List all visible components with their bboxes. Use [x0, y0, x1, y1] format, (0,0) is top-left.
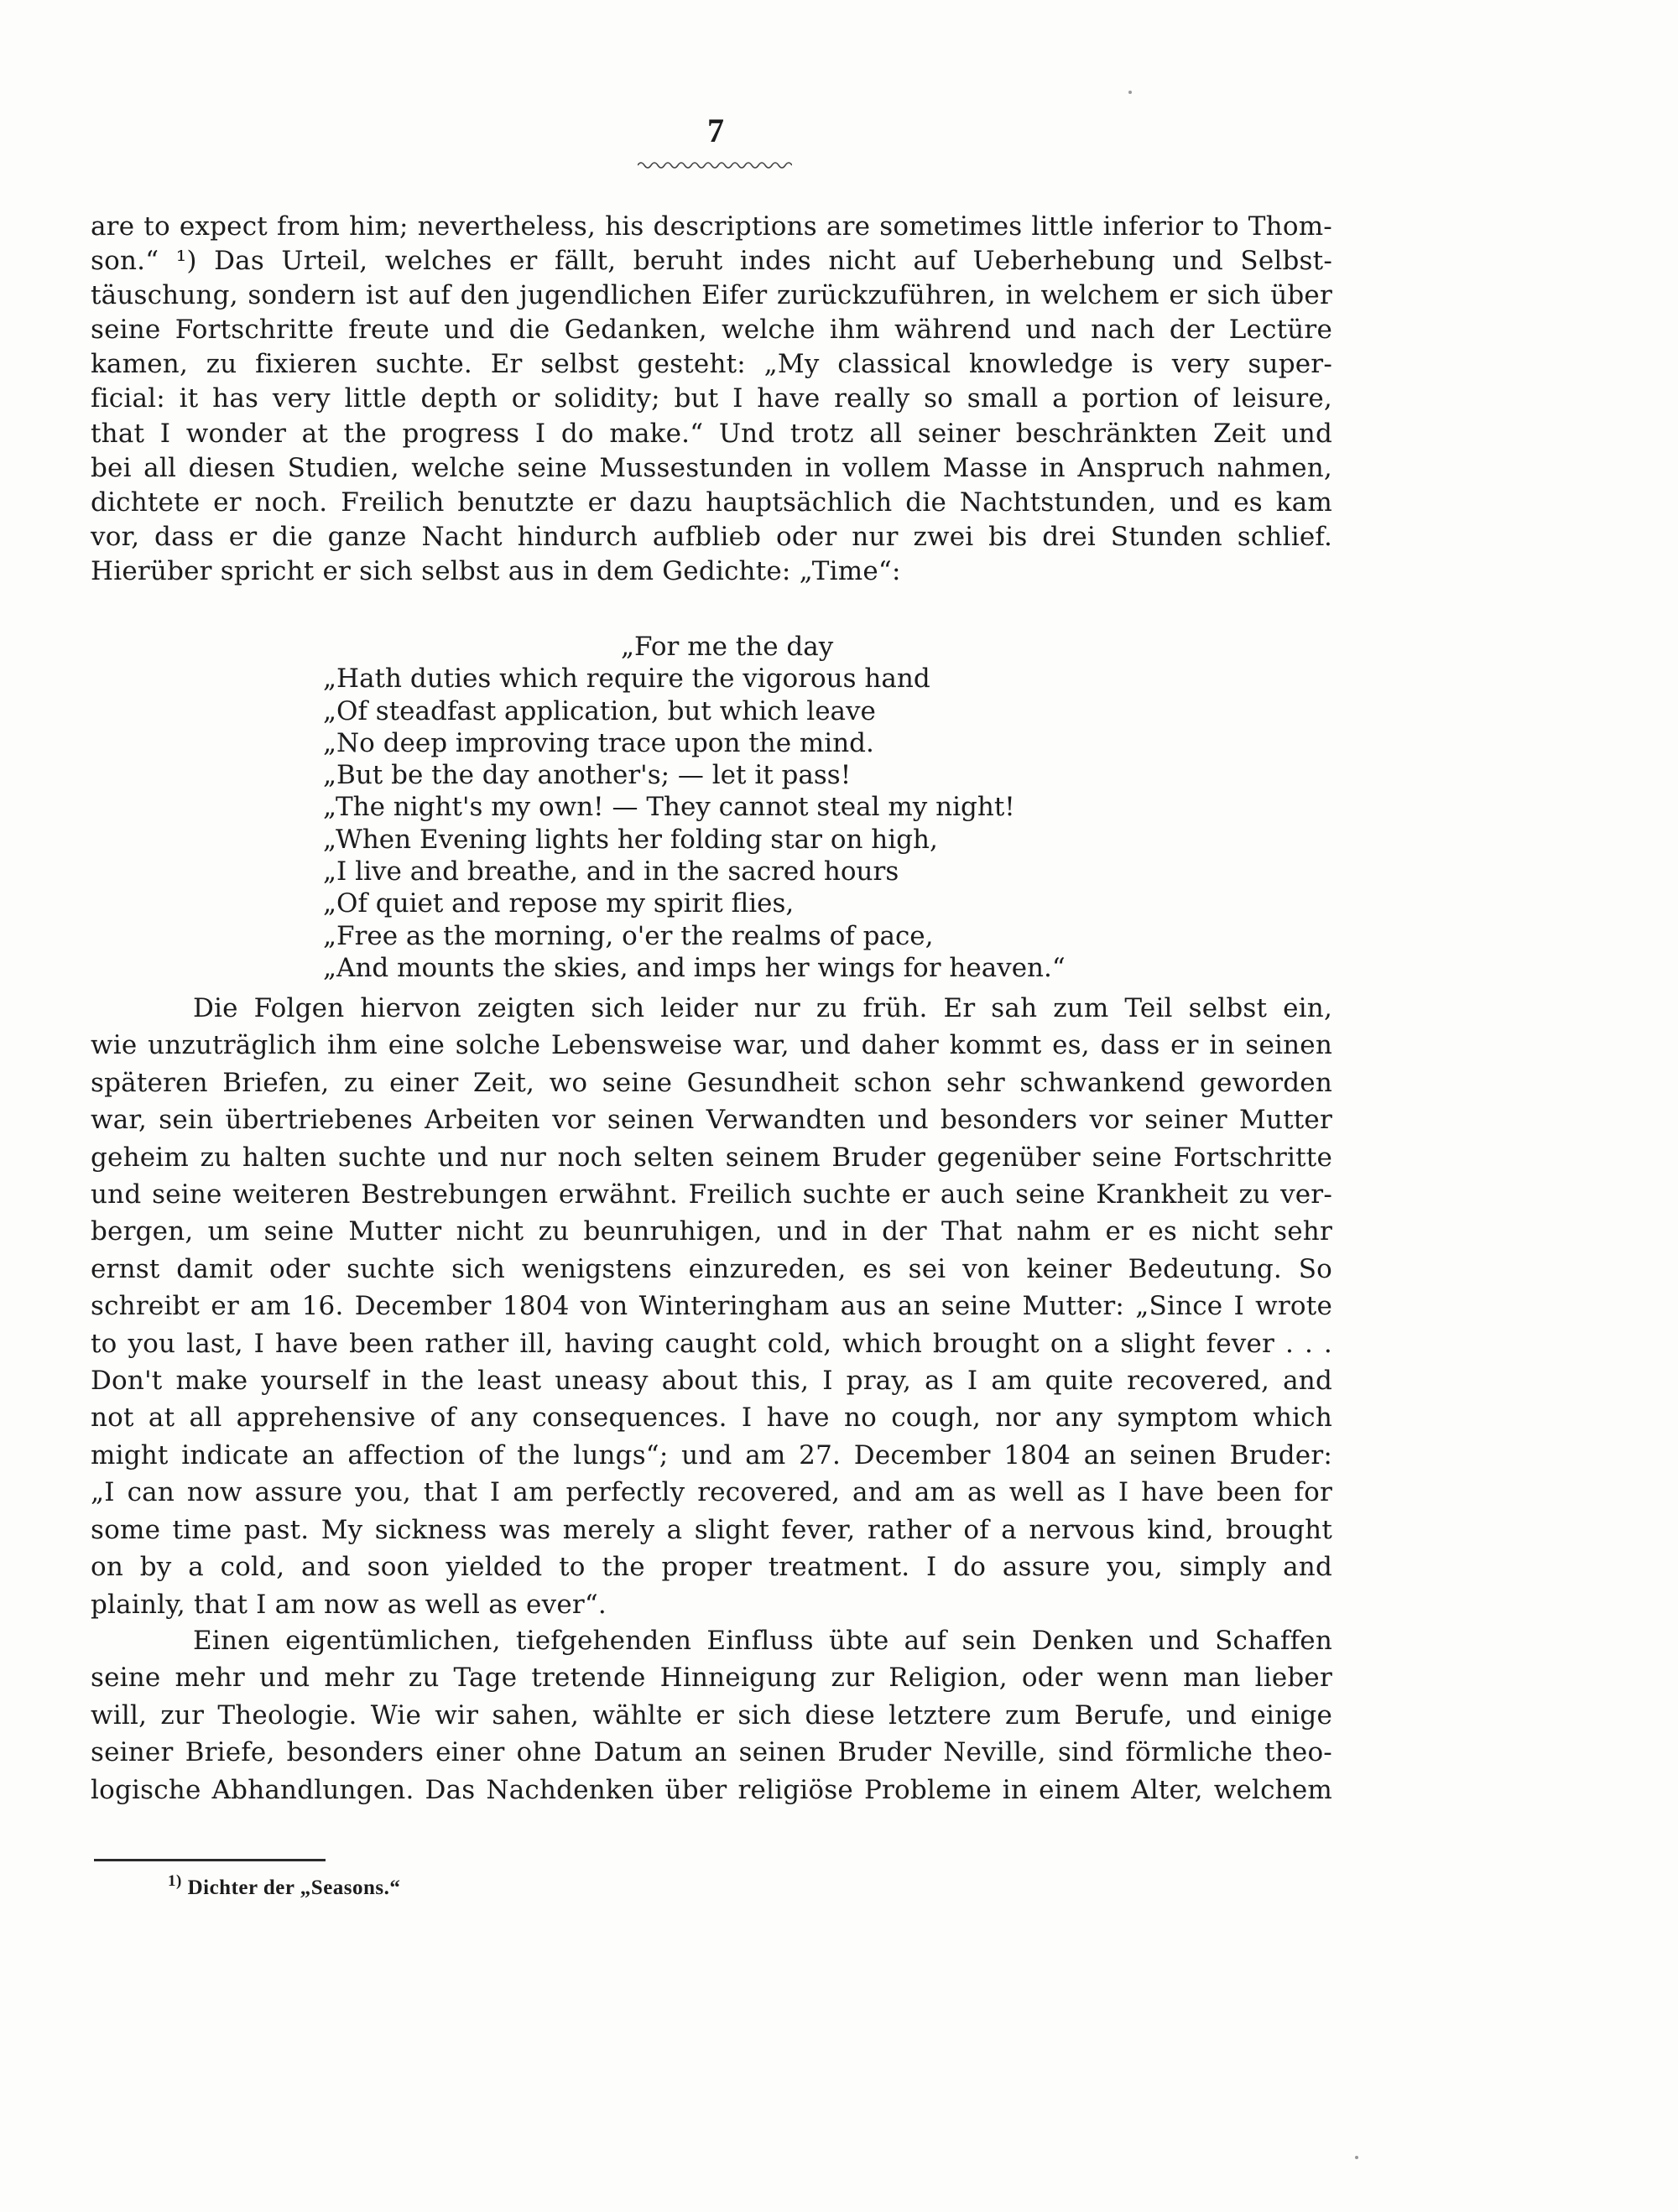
paper-speck: [1128, 91, 1132, 94]
text-line: plainly, that I am now as well as ever“.: [91, 1589, 607, 1620]
text-line: logische Abhandlungen. Das Nachdenken über religiöse Probleme in einem Alter, welchem: [91, 1774, 1332, 1805]
text-line: kamen, zu fixieren suchte. Er selbst gesteht: „My classical knowledge is very super-: [91, 349, 1332, 380]
footnote-text: Dichter der „Seasons.“: [187, 1876, 401, 1899]
text-line: späteren Briefen, zu einer Zeit, wo seine Gesundheit schon sehr schwankend geworden: [91, 1067, 1332, 1098]
footnote-marker: 1): [168, 1872, 182, 1890]
poem-line: „But be the day another's; — let it pass!: [323, 760, 852, 791]
text-line: täuschung, sondern ist auf den jugendlichen Eifer zurückzuführen, in welchem er sich über: [91, 280, 1332, 311]
poem-line: „Free as the morning, o'er the realms of pace,: [323, 920, 934, 951]
poem-line: „The night's my own! — They cannot steal my night!: [323, 792, 1015, 823]
poem-line: „No deep improving trace upon the mind.: [323, 727, 874, 758]
paragraph-3: [91, 1622, 1332, 1809]
text-line: seine Fortschritte freute und die Gedanken, welche ihm während und nach der Lectüre: [91, 315, 1332, 346]
text-line: on by a cold, and soon yielded to the proper treatment. I do assure you, simply and: [91, 1552, 1332, 1583]
poem-line: „I live and breathe, and in the sacred hours: [323, 856, 899, 887]
text-line: seine mehr und mehr zu Tage tretende Hinneigung zur Religion, oder wenn man lieber: [91, 1663, 1332, 1694]
text-line: schreibt er am 16. December 1804 von Winteringham aus an seine Mutter: „Since I wrote: [91, 1291, 1332, 1322]
poem-line: „Of steadfast application, but which leave: [323, 695, 876, 726]
poem-line: „When Evening lights her folding star on high,: [323, 824, 938, 855]
text-line: some time past. My sickness was merely a slight fever, rather of a nervous kind, brought: [91, 1514, 1332, 1545]
paper-speck: [1355, 2156, 1358, 2159]
text-line: ernst damit oder suchte sich wenigstens einzureden, es sei von keiner Bedeutung. So: [91, 1253, 1332, 1284]
footnote-divider: [94, 1859, 326, 1861]
text-line: will, zur Theologie. Wie wir sahen, wählte er sich diese letztere zum Berufe, und einige: [91, 1699, 1332, 1731]
text-line: dichtete er noch. Freilich benutzte er dazu hauptsächlich die Nachtstunden, und es kam: [91, 487, 1332, 518]
text-line: geheim zu halten suchte und nur noch selten seinem Bruder gegenüber seine Fortschritte: [91, 1142, 1332, 1173]
text-line: son.“ ¹) Das Urteil, welches er fällt, beruht indes nicht auf Ueberhebung und Selbst-: [91, 246, 1332, 277]
text-line: bei all diesen Studien, welche seine Mussestunden in vollem Masse in Anspruch nahmen,: [91, 452, 1332, 483]
text-line: Don't make yourself in the least uneasy about this, I pray, as I am quite recovered, and: [91, 1366, 1332, 1397]
page-number: 7: [707, 112, 724, 149]
text-line: vor, dass er die ganze Nacht hindurch aufblieb oder nur zwei bis drei Stunden schlief.: [91, 521, 1332, 552]
text-line: are to expect from him; nevertheless, his descriptions are sometimes little inferior to Thom-: [91, 211, 1332, 242]
footnote: [168, 1872, 401, 1900]
text-line: bergen, um seine Mutter nicht zu beunruhigen, und in der That nahm er es nicht sehr: [91, 1216, 1332, 1247]
poem-line: „Hath duties which require the vigorous hand: [323, 664, 930, 695]
poem-line: „For me the day: [621, 632, 834, 662]
text-line: Hierüber spricht er sich selbst aus in dem Gedichte: „Time“:: [91, 555, 901, 586]
poem-quotation: [323, 631, 1414, 984]
poem-line: „And mounts the skies, and imps her wings for heaven.“: [323, 952, 1066, 983]
text-line: wie unzuträglich ihm eine solche Lebensweise war, und daher kommt es, dass er in seinen: [91, 1030, 1332, 1061]
wavy-rule-ornament: [638, 158, 792, 169]
paragraph-2: [91, 990, 1332, 1623]
text-line: war, sein übertriebenes Arbeiten vor seinen Verwandten und besonders vor seiner Mutter: [91, 1105, 1332, 1136]
text-line: that I wonder at the progress I do make.“ Und trotz all seiner beschränkten Zeit und: [91, 418, 1332, 449]
text-line: „I can now assure you, that I am perfectly recovered, and am as well as I have been for: [91, 1477, 1332, 1508]
text-line: seiner Briefe, besonders einer ohne Datum an seinen Bruder Neville, sind förmliche theo-: [91, 1737, 1332, 1768]
text-line: Die Folgen hiervon zeigten sich leider nur zu früh. Er sah zum Teil selbst ein,: [193, 993, 1332, 1023]
text-line: ficial: it has very little depth or solidity; but I have really so small a portion of leisure,: [91, 383, 1332, 414]
text-line: might indicate an affection of the lungs“; und am 27. December 1804 an seinen Bruder:: [91, 1439, 1332, 1470]
poem-line: „Of quiet and repose my spirit flies,: [323, 888, 795, 919]
text-line: to you last, I have been rather ill, having caught cold, which brought on a slight fever . . .: [91, 1328, 1332, 1359]
text-line: und seine weiteren Bestrebungen erwähnt. Freilich suchte er auch seine Krankheit zu ver-: [91, 1179, 1332, 1210]
paragraph-1: [91, 210, 1332, 589]
text-line: not at all apprehensive of any consequences. I have no cough, nor any symptom which: [91, 1403, 1332, 1434]
text-line: Einen eigentümlichen, tiefgehenden Einfluss übte auf sein Denken und Schaffen: [193, 1626, 1332, 1656]
